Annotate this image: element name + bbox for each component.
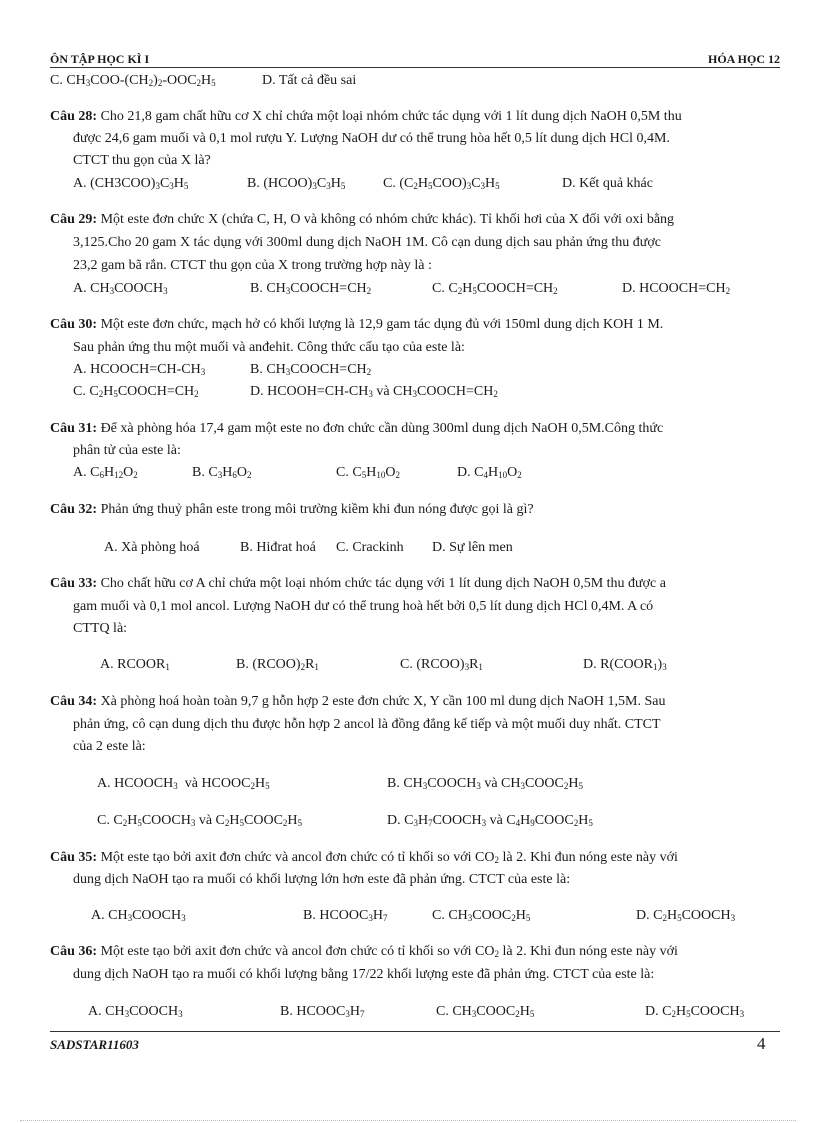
page-header <box>50 52 780 68</box>
option-a[interactable]: A. $CH_3COOCH_3$ <box>88 1004 183 1019</box>
footer-code: SADSTAR11603 <box>50 1037 139 1052</box>
option-b[interactable]: B. $C_3H_6O_2$ <box>192 465 252 480</box>
question-30 <box>50 316 663 334</box>
question-label: Câu 30: <box>50 317 98 332</box>
page-number: 4 <box>757 1034 766 1053</box>
option-b[interactable]: B. $CH_3COOCH=CH_2$ <box>250 362 372 377</box>
question-text: Sau phản ứng thu một muối và anđehit. Công thức cấu tạo của este là: <box>73 340 465 355</box>
question-text: dung dịch NaOH tạo ra muối có khối lượng bằng 17/22 khối lượng este đã phản ứng. CTCT của este là: <box>73 967 655 982</box>
question-35 <box>50 849 678 867</box>
option-a[interactable]: A. $C_6H_{12}O_2$ <box>73 465 138 480</box>
page-edge-dots <box>20 1120 796 1121</box>
option-b[interactable]: B. $HCOOC_3H_7$ <box>280 1004 365 1019</box>
option-c[interactable]: C. $(RCOO)_3R_1$ <box>400 657 483 672</box>
option-d[interactable]: D. Sự lên men <box>432 540 513 555</box>
footer-divider <box>50 1031 780 1032</box>
option-c[interactable]: C. $CH_3COOC_2H_5$ <box>436 1004 535 1019</box>
question-text: Xà phòng hoá hoàn toàn 9,7 g hỗn hợp 2 este đơn chức X, Y cần 100 ml dung dịch NaOH 1,5M. Sau <box>100 694 666 709</box>
option-b[interactable]: B. $CH_3COOCH=CH_2$ <box>250 281 372 296</box>
prev-option-d: D. Tất cả đều sai <box>262 73 357 88</box>
option-b[interactable]: B. $(RCOO)_2R_1$ <box>236 657 319 672</box>
question-label: Câu 28: <box>50 109 98 124</box>
option-b[interactable]: B. $CH_3COOCH_3$ và $CH_3COOC_2H_5$ <box>387 776 584 791</box>
option-c[interactable]: C. $C_2H_5COOCH_3$ và $C_2H_5COOC_2H_5$ <box>97 813 303 828</box>
option-a[interactable]: A. Xà phòng hoá <box>104 540 200 555</box>
question-label: Câu 32: <box>50 502 98 517</box>
question-label: Câu 36: <box>50 944 98 959</box>
question-text: CTTQ là: <box>73 621 128 636</box>
question-label: Câu 29: <box>50 212 98 227</box>
header-right: HÓA HỌC 12 <box>707 52 780 66</box>
option-d[interactable]: D. $R(COOR_1)_3$ <box>583 657 667 672</box>
question-text: phân tử của este là: <box>73 443 181 458</box>
option-a[interactable]: A. $RCOOR_1$ <box>100 657 170 672</box>
question-32 <box>50 501 534 519</box>
option-d[interactable]: D. $C_2H_5COOCH_3$ <box>645 1004 745 1019</box>
question-text: Một este tạo bởi axit đơn chức và ancol đơn chức có tỉ khối so với $CO_2$ là 2. Khi đun nóng este này với <box>100 944 678 959</box>
question-label: Câu 31: <box>50 421 98 436</box>
option-b[interactable]: B. $(HCOO)_3C_3H_5$ <box>247 176 346 191</box>
option-d[interactable]: D. $C_4H_{10}O_2$ <box>457 465 522 480</box>
question-text: được 24,6 gam muối và 0,1 mol rượu Y. Lượng NaOH dư có thể trung hòa hết 0,5 lít dung dịch HCl 0,4M. <box>73 131 670 146</box>
question-label: Câu 33: <box>50 576 98 591</box>
option-b[interactable]: B. Hiđrat hoá <box>240 540 316 555</box>
question-text: 23,2 gam bã rắn. CTCT thu gọn của X trong trường hợp này là : <box>73 258 432 273</box>
option-d[interactable]: D. Kết quả khác <box>562 176 653 191</box>
option-d[interactable]: D. $HCOOH=CH-CH_3$ và $CH_3COOCH=CH_2$ <box>250 384 498 399</box>
option-b[interactable]: B. $HCOOC_3H_7$ <box>303 908 388 923</box>
option-a[interactable]: A. $CH_3COOCH_3$ <box>73 281 168 296</box>
option-a[interactable]: A. $(CH3COO)_3C_3H_5$ <box>73 176 189 191</box>
question-text: Một este tạo bởi axit đơn chức và ancol đơn chức có tỉ khối so với $CO_2$ là 2. Khi đun nóng este này với <box>100 850 678 865</box>
question-28 <box>50 108 682 126</box>
header-left: ÔN TẬP HỌC KÌ I <box>50 52 150 66</box>
option-a[interactable]: A. $CH_3COOCH_3$ <box>91 908 186 923</box>
question-34 <box>50 693 666 711</box>
option-c[interactable]: C. $C_2H_5COOCH=CH_2$ <box>432 281 558 296</box>
question-text: Cho 21,8 gam chất hữu cơ X chỉ chứa một loại nhóm chức tác dụng với 1 lít dung dịch NaOH 0,5M thu <box>100 109 682 124</box>
question-text: 3,125.Cho 20 gam X tác dụng với 300ml dung dịch NaOH 1M. Cô cạn dung dịch sau phản ứng thu được <box>73 235 661 250</box>
option-c[interactable]: C. $C_2H_5COOCH=CH_2$ <box>73 384 199 399</box>
question-text: dung dịch NaOH tạo ra muối có khối lượng lớn hơn este đã phản ứng. CTCT của este là: <box>73 872 571 887</box>
header-divider <box>50 67 780 68</box>
question-text: của 2 este là: <box>73 739 146 754</box>
question-text: CTCT thu gọn của X là? <box>73 153 211 168</box>
question-text: Một este đơn chức, mạch hở có khối lượng là 12,9 gam tác dụng đủ với 150ml dung dịch KOH 1 M. <box>100 317 664 332</box>
option-d[interactable]: D. $C_2H_5COOCH_3$ <box>636 908 736 923</box>
question-label: Câu 34: <box>50 694 98 709</box>
question-33 <box>50 575 666 593</box>
question-text: Một este đơn chức X (chứa C, H, O và không có nhóm chức khác). Tỉ khối hơi của X đối với oxi bằng <box>100 212 675 227</box>
option-a[interactable]: A. $HCOOCH_3$ và $HCOOC_2H_5$ <box>97 776 270 791</box>
option-d[interactable]: D. $HCOOCH=CH_2$ <box>622 281 731 296</box>
question-text: Cho chất hữu cơ A chỉ chứa một loại nhóm chức tác dụng với 1 lít dung dịch NaOH 0,5M thu được a <box>100 576 666 591</box>
option-c[interactable]: C. $(C_2H_5COO)_3C_3H_5$ <box>383 176 500 191</box>
question-29 <box>50 211 674 229</box>
option-c[interactable]: C. $CH_3COOC_2H_5$ <box>432 908 531 923</box>
question-text: Phản ứng thuỷ phân este trong môi trường kiềm khi đun nóng được gọi là gì? <box>100 502 534 517</box>
question-text: phản ứng, cô cạn dung dịch thu được hỗn hợp 2 ancol là đồng đẳng kế tiếp và một muối duy nhất. CTCT <box>73 717 661 732</box>
question-label: Câu 35: <box>50 850 98 865</box>
question-text: gam muối và 0,1 mol ancol. Lượng NaOH dư có thể trung hoà hết bởi 0,5 lít dung dịch HCl 0,4M. A có <box>73 599 654 614</box>
question-36 <box>50 943 678 961</box>
question-31 <box>50 420 663 438</box>
option-c[interactable]: C. Crackinh <box>336 540 404 555</box>
option-c[interactable]: C. $C_5H_{10}O_2$ <box>336 465 400 480</box>
option-d[interactable]: D. $C_3H_7COOCH_3$ và $C_4H_9COOC_2H_5$ <box>387 813 593 828</box>
question-text: Để xà phòng hóa 17,4 gam một este no đơn chức cần dùng 300ml dung dịch NaOH 0,5M.Công thức <box>100 421 664 436</box>
option-a[interactable]: A. $HCOOCH=CH-CH_3$ <box>73 362 206 377</box>
prev-option-c: C. $CH_3COO-(CH_2)_2-OOC_2H_5$ <box>50 73 216 88</box>
